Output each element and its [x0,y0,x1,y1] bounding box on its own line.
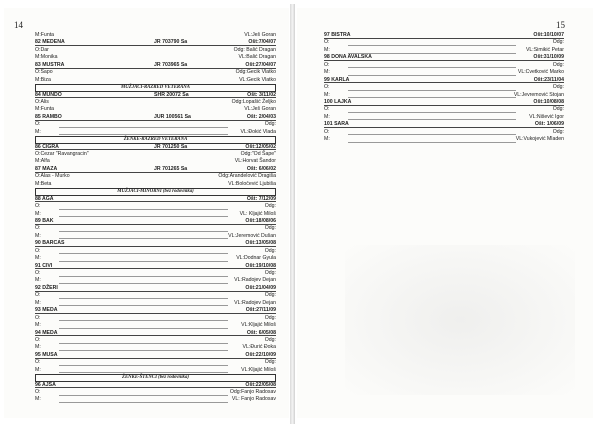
entry-left-text: M: [324,136,330,143]
entry-right-text: Ošt:10/10/07 [533,32,564,38]
dog-entry-detail [35,181,276,188]
dog-entry-header [324,32,564,39]
page-number: 14 [14,20,23,30]
dog-entry-detail [35,69,276,76]
entry-left-text: 82 MEDENA [35,39,65,46]
dog-entry-detail [35,233,276,240]
entry-left-text: 100 LAJKA [324,98,352,105]
dog-entry-detail [35,211,276,218]
entry-left-text: M:Monika [35,54,58,61]
entry-right-text: Odg: [264,247,276,254]
entry-right-text: Ošt:31/10/09 [533,54,564,61]
entry-right-text: Ošt:22/10/09 [245,351,276,358]
dog-entry-detail [35,225,276,232]
dog-entry-header [35,92,276,99]
dog-entry-header [35,330,276,337]
entry-right-text: VL:Horvat Šandor [234,158,276,165]
entry-right-text: Ošt: 3/11/02 [247,91,276,98]
entry-right-text: VL:Jevremović Stojan [513,91,564,98]
dog-entry-header [35,240,276,247]
entry-right-text: Odg: [552,84,564,91]
entry-left-text: O:Alas - Murko [35,173,70,180]
entry-right-text: Ošt:12/05/02 [245,143,276,150]
dog-entry-header [324,54,564,61]
entry-left-text: M: [35,128,41,135]
left-page [4,8,289,418]
entry-right-text: Odg: [264,359,276,366]
entry-right-text: Ošt: 6/05/08 [246,329,276,336]
entry-registration: JR 703790 Sa [154,39,188,46]
entry-left-text: 92 DŽERI [35,284,58,291]
entry-right-text: VL:Kljajić Miloš [241,322,276,329]
entry-left-text: M:Biza [35,76,51,83]
entry-right-text: Ošt:23/11/04 [533,76,564,83]
dog-entry-detail [35,129,276,136]
entry-right-text: VL:Ješ Goran [244,32,276,38]
dog-entry-header [35,218,276,225]
dog-entry-header [324,121,564,128]
section-header: ŽENKE-RAZRED VETERANA [35,136,276,143]
entry-right-text: VL:Ješ Goran [244,106,276,113]
entry-right-text: Odg: [552,106,564,113]
dog-entry-detail [324,129,564,136]
dog-entry-detail [35,315,276,322]
section-header: ŽENKE-ŠTENCI (bez rodovnika) [35,374,276,381]
entry-right-text: VL:Nišević Igor [529,113,564,120]
entry-left-text: 90 BARCAS [35,240,65,247]
dog-entry-detail [35,32,276,39]
entry-right-text: Ošt: 7/12/09 [246,195,276,202]
entry-left-text: 98 DONA AVALSKA [324,54,372,61]
entry-right-text: VL:Balić Dragan [238,54,276,61]
entry-right-text: Ošt: 1/06/09 [534,121,564,128]
entry-right-text: Odg:Lopašić Željko [231,98,276,105]
dog-entry-detail [35,367,276,374]
dog-entry-header [35,285,276,292]
dog-entry-detail [324,106,564,113]
entry-left-text: O:Alis [35,98,49,105]
entry-right-text: VL:Boločević Ljubiša [228,180,276,187]
entry-left-text: 101 SARA [324,121,349,128]
entry-left-text: O: [35,203,41,210]
dog-entry-detail [35,203,276,210]
section-header: MUŽJACI-MINORNI (bez rodovnika) [35,188,276,195]
entry-right-text: Odg: [552,39,564,46]
dog-entry-detail [324,69,564,76]
entry-left-text: O: [324,106,330,113]
dog-entry-header [35,196,276,203]
dog-entry-detail [35,300,276,307]
entry-right-text: Odg: [264,314,276,321]
entry-right-text: Ošt:7/04/07 [248,39,276,46]
entry-left-text: M: [35,232,41,239]
entry-left-text: 86 ČIGRA [35,143,59,150]
entry-left-text: 87 MAZA [35,165,58,172]
entry-left-text: O:Šapo [35,69,53,76]
dog-entry-detail [35,255,276,262]
entry-left-text: M: [35,255,41,262]
entry-right-text: VL:Jeremović Dušan [228,232,276,239]
entry-left-text: 97 BISTRA [324,32,351,38]
entry-right-text: Odg: [552,128,564,135]
entry-left-text: 88 AGA [35,195,54,202]
entry-left-text: 84 MUNDO [35,91,62,98]
entry-left-text: O:Dar [35,46,49,53]
entry-registration: JR 701250 Sa [154,143,188,150]
entry-left-text: M: [324,113,330,120]
entry-left-text: 96 AJŠA [35,381,56,388]
book-spine [290,4,295,424]
dog-entry-detail [35,106,276,113]
entry-left-text: M: [35,344,41,351]
entry-left-text: O: [35,270,41,276]
dog-entry-header [35,352,276,359]
entry-left-text: O: [35,121,41,128]
dog-entry-detail [35,277,276,284]
entry-registration: JR 701265 Sa [154,165,188,172]
entry-right-text: Ošt:22/05/08 [245,381,276,388]
dog-entry-detail [35,344,276,351]
entry-right-text: VL:Dodnar Gyula [236,255,276,262]
dog-entry-detail [324,92,564,99]
dog-entry-detail [35,359,276,366]
entry-right-text: VL: Fanjo Radosav [231,396,276,403]
entry-right-text: Odg:Fanjo Radosav [229,389,276,395]
dog-entry-header [35,144,276,151]
entry-left-text: 89 BAK [35,217,54,224]
entry-left-text: O: [35,247,41,254]
entry-right-text: Ošt:19/10/08 [245,262,276,269]
entry-registration: JR 703965 Sa [154,61,188,68]
entry-right-text: VL:Đokić Vlada [240,128,276,135]
section-header: MUŽJACI-RAZRED VETERANA [35,84,276,91]
entry-right-text: Odg:Arandelović Dragiša [218,173,276,180]
entry-left-text: M: [35,322,41,329]
entry-left-text: 99 KARLA [324,76,350,83]
entry-right-text: Ošt:13/05/08 [245,240,276,247]
dog-entry-header [324,99,564,106]
dog-entry-header [35,382,276,389]
entry-right-text: Odg: [264,292,276,299]
entry-right-text: Odg:Gecik Vlatko [235,69,276,76]
entry-right-text: Odg: [264,121,276,128]
entry-left-text: M: [35,277,41,284]
entry-left-text: O:Cezar "Ravangracin" [35,151,89,157]
dog-entry-detail [35,337,276,344]
entry-left-text: 94 MEDA [35,329,58,336]
entry-right-text: Odg: [264,270,276,276]
entry-left-text: M:Funta [35,32,55,38]
paper-smudge [345,245,575,395]
entry-left-text: 95 MUSA [35,351,58,358]
entry-right-text: VL:Simikić Petar [525,46,564,53]
entry-right-text: Odg: [552,61,564,68]
page-number: 15 [556,20,565,30]
dog-entry-detail [324,62,564,69]
entry-right-text: VL:Radojev Dejan [234,277,276,284]
dog-entry-header [35,166,276,173]
entry-left-text: O: [324,61,330,68]
dog-entry-detail [35,389,276,396]
dog-entry-detail [35,158,276,165]
entry-right-text: Ošt: 2/04/03 [246,113,276,120]
entry-right-text: Odg: Balić Dragan [233,46,276,53]
dog-entry-detail [35,396,276,403]
dog-entry-detail [324,47,564,54]
dog-entry-detail [35,322,276,329]
entry-left-text: M: [35,210,41,217]
entry-right-text: VL:Đurić Đoka [242,344,276,351]
dog-entry-detail [35,47,276,54]
dog-entry-detail [324,136,564,143]
entry-left-text: M: [324,46,330,53]
entry-left-text: O: [35,292,41,299]
dog-entry-header [324,77,564,84]
entry-left-text: M: [35,396,41,403]
entry-right-text: Ošt:27/04/07 [245,61,276,68]
dog-entry-header [35,114,276,121]
entry-registration: SHR 20072 Sa [154,91,189,98]
entry-right-text: Ošt:21/04/09 [245,284,276,291]
entry-left-text: O: [35,389,41,395]
entry-left-text: O: [35,225,41,232]
entry-left-text: M: [35,366,41,373]
dog-entry-header [35,307,276,314]
dog-entry-header [35,263,276,270]
entry-left-text: O: [324,128,330,135]
entry-left-text: O: [35,359,41,366]
entry-left-text: O: [324,39,330,46]
catalog-list [35,32,276,404]
entry-right-text: Ošt:18/08/06 [245,217,276,224]
dog-entry-detail [35,248,276,255]
dog-entry-detail [35,121,276,128]
entry-left-text: O: [35,314,41,321]
dog-entry-detail [324,114,564,121]
entry-left-text: M:Alfa [35,158,50,165]
entry-right-text: VL:Radojev Dejan [234,299,276,306]
entry-right-text: Odg: [264,203,276,210]
dog-entry-detail [35,77,276,84]
dog-entry-detail [35,292,276,299]
entry-right-text: VL:Gecik Vlatko [239,76,276,83]
entry-left-text: O: [324,84,330,91]
entry-left-text: M:Beta [35,180,52,187]
dog-entry-detail [324,39,564,46]
entry-registration: JUR 100561 Sa [154,113,191,120]
entry-right-text: VL: Kljajić Miloš [239,210,276,217]
entry-right-text: VL:Cvetković Marko [517,69,564,76]
entry-right-text: Odg:"Od Šape" [240,151,276,157]
dog-entry-header [35,62,276,69]
entry-right-text: VL:Vukojević Mladen [515,136,564,143]
dog-entry-detail [35,54,276,61]
entry-left-text: 85 RAMBO [35,113,62,120]
entry-right-text: Ošt:27/11/09 [245,307,276,314]
dog-entry-header [35,39,276,46]
entry-right-text: Odg: [264,225,276,232]
dog-entry-detail [35,270,276,277]
entry-right-text: Ošt: 6/06/02 [246,165,276,172]
catalog-list [324,32,564,144]
entry-left-text: M:Funta [35,106,55,113]
entry-right-text: Ošt:10/08/08 [533,98,564,105]
entry-left-text: O: [35,336,41,343]
entry-right-text: Odg: [264,336,276,343]
entry-left-text: M: [324,91,330,98]
entry-left-text: 83 MUSTRA [35,61,65,68]
dog-entry-detail [35,173,276,180]
dog-entry-detail [35,99,276,106]
entry-right-text: VL:Kljajić Miloš [241,366,276,373]
entry-left-text: M: [324,69,330,76]
entry-left-text: 91 CIVI [35,262,53,269]
entry-left-text: 93 MEDA [35,307,58,314]
entry-left-text: M: [35,299,41,306]
dog-entry-detail [324,84,564,91]
